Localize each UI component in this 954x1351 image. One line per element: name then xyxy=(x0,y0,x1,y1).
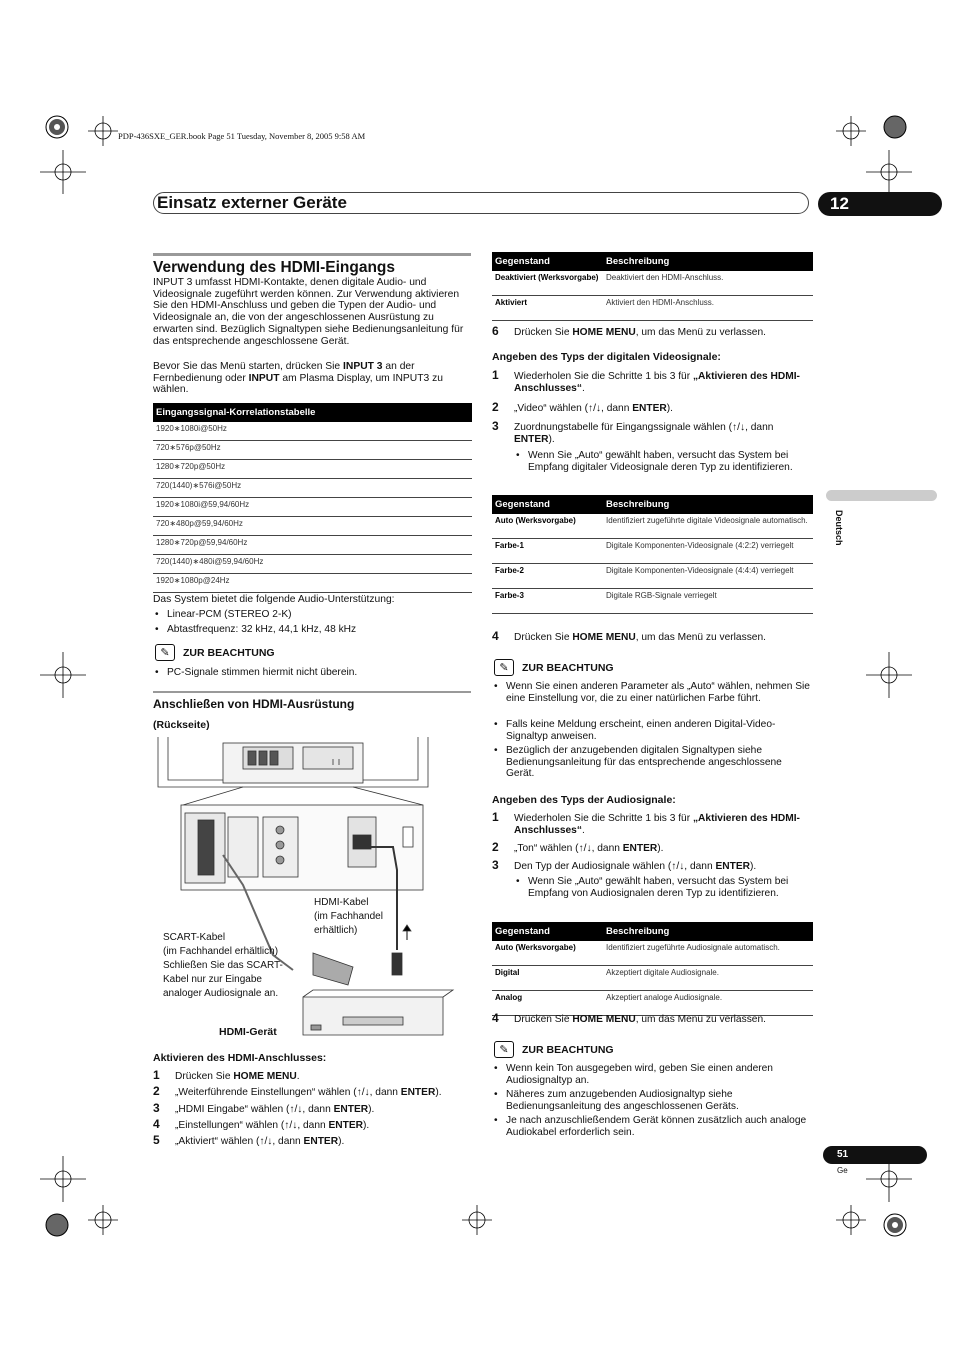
table-row xyxy=(492,271,813,296)
note-label: ZUR BEACHTUNG xyxy=(522,1043,614,1056)
step-text: „Aktiviert“ wählen (↑/↓, dann ENTER). xyxy=(175,1136,345,1147)
item-cell: Auto (Werksvorgabe) xyxy=(492,514,603,539)
crop-mark-icon xyxy=(40,150,86,194)
side-label: Deutsch xyxy=(834,510,844,546)
crop-mark-icon xyxy=(866,150,912,194)
bullet-dot: • xyxy=(494,719,498,730)
table-cell: 1920∗1080p@24Hz xyxy=(153,574,472,593)
crop-mark-icon xyxy=(40,652,86,698)
item-cell: Farbe-1 xyxy=(492,539,603,564)
audio-title: Angeben des Typs der Audiosignale: xyxy=(492,794,676,806)
item-cell: Auto (Werksvorgabe) xyxy=(492,941,603,966)
arrow-keys-icon: ↑/↓ xyxy=(732,422,746,433)
note-heading xyxy=(494,1041,614,1058)
pencil-icon: ✎ xyxy=(155,644,175,661)
section-title: Verwendung des HDMI-Eingangs xyxy=(153,259,395,276)
table-cell: 720∗576p@50Hz xyxy=(153,441,472,460)
step-number: 3 xyxy=(153,1101,160,1115)
table-row xyxy=(492,296,813,321)
table-row xyxy=(492,514,813,539)
pencil-icon: ✎ xyxy=(494,1041,514,1058)
step-number: 4 xyxy=(153,1117,160,1131)
hdmi-enable-table xyxy=(492,252,813,321)
bullet-text: Abtastfrequenz: 32 kHz, 44,1 kHz, 48 kHz xyxy=(167,624,357,635)
rear-label: (Rückseite) xyxy=(153,719,210,731)
color-target-icon xyxy=(884,1214,906,1236)
table-row xyxy=(492,564,813,589)
step-number: 2 xyxy=(492,840,499,854)
intro-paragraph-2: Bevor Sie das Menü starten, drücken Sie INPUT 3 an der Fernbedienung oder INPUT am Plasma Display, um INPUT3 zu wählen. xyxy=(153,361,443,396)
item-cell: Deaktiviert (Werksvorgabe) xyxy=(492,271,603,296)
table-row xyxy=(153,574,472,593)
pencil-icon: ✎ xyxy=(494,659,514,676)
desc-cell: Deaktiviert den HDMI-Anschluss. xyxy=(603,271,813,296)
item-cell: Farbe-3 xyxy=(492,589,603,614)
table-row xyxy=(153,422,472,441)
bullet-text: Linear-PCM (STEREO 2-K) xyxy=(167,609,292,620)
bullet-text: Wenn kein Ton ausgegeben wird, geben Sie einen anderen Audiosignaltyp an. xyxy=(506,1063,773,1086)
table-cell: 720(1440)∗576i@50Hz xyxy=(153,479,472,498)
audio-type-table xyxy=(492,922,813,1016)
bullet-dot: • xyxy=(155,667,159,678)
table-row xyxy=(153,479,472,498)
intro-paragraph: INPUT 3 umfasst HDMI-Kontakte, denen digitale Audio- und Videosignale zugeführt werden können. Zur Verwendung aktivieren Sie den HDMI-Anschluss und geben die Typen der Audio- und Videosignale an, die von der angeschlossenen Ausrüstung zu erwarten sind. Bezüglich Signaltypen siehe Bedienungsanleitung für das entsprechende angeschlossene Gerät. xyxy=(153,277,464,347)
arrow-keys-icon: ↑/↓ xyxy=(289,1104,303,1115)
bullet-dot: • xyxy=(494,1089,498,1100)
step-number: 3 xyxy=(492,419,499,433)
col-item: Gegenstand xyxy=(492,922,603,941)
step-text: Drücken Sie HOME MENU, um das Menü zu verlassen. xyxy=(514,632,766,643)
signal-table-header: Eingangssignal-Korrelationstabelle xyxy=(153,403,472,422)
bullet-dot: • xyxy=(516,876,520,887)
table-row xyxy=(153,536,472,555)
color-target-icon xyxy=(46,1214,68,1236)
step-text: „Weiterführende Einstellungen“ wählen (↑/↓, dann ENTER). xyxy=(175,1087,442,1098)
col-desc: Beschreibung xyxy=(603,495,813,514)
arrow-keys-icon: ↑/↓ xyxy=(588,403,602,414)
crop-mark-icon xyxy=(462,1205,492,1235)
desc-cell: Identifiziert zugeführte Audiosignale automatisch. xyxy=(603,941,813,966)
step-number: 1 xyxy=(153,1068,160,1082)
bullet-dot: • xyxy=(494,681,498,692)
step-text: „Video“ wählen (↑/↓, dann ENTER). xyxy=(514,403,673,414)
step-text: Drücken Sie HOME MENU. xyxy=(175,1071,300,1082)
desc-cell: Identifiziert zugeführte digitale Videosignale automatisch. xyxy=(603,514,813,539)
step-text: „HDMI Eingabe“ wählen (↑/↓, dann ENTER). xyxy=(175,1104,375,1115)
step-number: 2 xyxy=(153,1084,160,1098)
device-label: HDMI-Gerät xyxy=(219,1026,277,1038)
step-text: Wiederholen Sie die Schritte 1 bis 3 für „Aktivieren des HDMI-Anschlusses“. xyxy=(514,371,800,394)
arrow-keys-icon: ↑/↓ xyxy=(578,843,592,854)
crop-mark-icon xyxy=(88,1205,118,1235)
note-label: ZUR BEACHTUNG xyxy=(522,661,614,674)
step-number: 4 xyxy=(492,629,499,643)
activate-title: Aktivieren des HDMI-Anschlusses: xyxy=(153,1052,327,1064)
table-row xyxy=(153,498,472,517)
desc-cell: Digitale Komponenten-Videosignale (4:2:2) verriegelt xyxy=(603,539,813,564)
bullet-dot: • xyxy=(155,624,159,635)
table-cell: 1920∗1080i@59,94/60Hz xyxy=(153,498,472,517)
step-number: 1 xyxy=(492,368,499,382)
arrow-keys-icon: ↑/↓ xyxy=(284,1120,298,1131)
step-text: Drücken Sie HOME MENU, um das Menü zu verlassen. xyxy=(514,1014,766,1025)
hdmi-cable-label: HDMI-Kabel (im Fachhandel erhältlich) xyxy=(314,897,383,936)
bullet-dot: • xyxy=(155,609,159,620)
signal-table xyxy=(153,403,472,593)
table-row xyxy=(153,555,472,574)
item-cell: Digital xyxy=(492,966,603,991)
step-text: Den Typ der Audiosignale wählen (↑/↓, dann ENTER). xyxy=(514,861,757,872)
crop-mark-icon xyxy=(866,652,912,698)
bullet-text: Wenn Sie einen anderen Parameter als „Auto“ wählen, nehmen Sie eine Einstellung vor, die zu einer natürlichen Farbe führt. xyxy=(506,681,810,704)
bullet-dot: • xyxy=(494,1063,498,1074)
col-item: Gegenstand xyxy=(492,252,603,271)
crop-mark-icon xyxy=(88,116,118,146)
item-cell: Analog xyxy=(492,991,603,1016)
table-cell: 1920∗1080i@50Hz xyxy=(153,422,472,441)
step-number: 5 xyxy=(153,1133,160,1147)
crop-mark-icon xyxy=(40,1156,86,1202)
col-item: Gegenstand xyxy=(492,495,603,514)
crop-mark-icon xyxy=(836,116,866,146)
chapter-number: 12 xyxy=(818,192,942,216)
bullet-dot: • xyxy=(494,745,498,756)
table-row xyxy=(153,460,472,479)
scart-cable-label: SCART-Kabel (im Fachhandel erhältlich) Schließen Sie das SCART- Kabel nur zur Eingabe analoger Audiosignale an. xyxy=(163,932,283,999)
step-text: Wiederholen Sie die Schritte 1 bis 3 für „Aktivieren des HDMI-Anschlusses“. xyxy=(514,813,800,836)
section-rule xyxy=(153,691,471,693)
bullet-text: Näheres zum anzugebenden Audiosignaltyp siehe Bedienungsanleitung des angeschlossenen Geräts. xyxy=(506,1089,739,1112)
arrow-keys-icon: ↑/↓ xyxy=(259,1136,273,1147)
arrow-keys-icon: ↑/↓ xyxy=(671,861,685,872)
bullet-text: Je nach anzuschließendem Gerät können zusätzlich auch analoge Audiokabel erforderlich sein. xyxy=(506,1115,807,1138)
table-row xyxy=(492,991,813,1016)
page-lang: Ge xyxy=(837,1166,848,1175)
table-row xyxy=(492,966,813,991)
step-text: „Einstellungen“ wählen (↑/↓, dann ENTER). xyxy=(175,1120,370,1131)
desc-cell: Digitale Komponenten-Videosignale (4:4:4) verriegelt xyxy=(603,564,813,589)
crop-mark-icon xyxy=(836,1205,866,1235)
connect-title: Anschließen von HDMI-Ausrüstung xyxy=(153,697,355,711)
table-cell: 1280∗720p@50Hz xyxy=(153,460,472,479)
table-row xyxy=(153,441,472,460)
table-cell: 1280∗720p@59,94/60Hz xyxy=(153,536,472,555)
note-heading xyxy=(494,659,614,676)
section-rule xyxy=(153,253,471,256)
video-type-table xyxy=(492,495,813,614)
video-title: Angeben des Typs der digitalen Videosignale: xyxy=(492,351,721,363)
color-target-icon xyxy=(884,116,906,138)
bullet-text: Falls keine Meldung erscheint, einen anderen Digital-Video-Signaltyp anweisen. xyxy=(506,719,776,742)
table-row xyxy=(492,941,813,966)
step-text: „Ton“ wählen (↑/↓, dann ENTER). xyxy=(514,843,664,854)
step-text: Zuordnungstabelle für Eingangssignale wählen (↑/↓, dann ENTER). xyxy=(514,422,774,445)
page-number: 51 xyxy=(823,1146,927,1164)
col-desc: Beschreibung xyxy=(603,922,813,941)
table-cell: 720∗480p@59,94/60Hz xyxy=(153,517,472,536)
step-number: 1 xyxy=(492,810,499,824)
bullet-text: Wenn Sie „Auto“ gewählt haben, versucht das System bei Empfang digitaler Videosignale deren Typ zu identifizieren. xyxy=(528,450,793,473)
bullet-text: Wenn Sie „Auto“ gewählt haben, versucht das System bei Empfang von Audiosignalen deren Typ zu identifizieren. xyxy=(528,876,789,899)
item-cell: Aktiviert xyxy=(492,296,603,321)
bullet-text: Bezüglich der anzugebenden digitalen Signaltypen siehe Bedienungsanleitung für das entsprechende angeschlossene Gerät. xyxy=(506,745,782,779)
bullet-text: PC-Signale stimmen hiermit nicht überein. xyxy=(167,667,358,678)
note-label: ZUR BEACHTUNG xyxy=(183,646,275,659)
color-target-icon xyxy=(46,116,68,138)
step-text: Drücken Sie HOME MENU, um das Menü zu verlassen. xyxy=(514,327,766,338)
bullet-dot: • xyxy=(494,1115,498,1126)
note-heading xyxy=(155,644,275,661)
table-cell: 720(1440)∗480i@59,94/60Hz xyxy=(153,555,472,574)
item-cell: Farbe-2 xyxy=(492,564,603,589)
desc-cell: Aktiviert den HDMI-Anschluss. xyxy=(603,296,813,321)
step-number: 2 xyxy=(492,400,499,414)
step-number: 6 xyxy=(492,324,499,338)
desc-cell: Akzeptiert analoge Audiosignale. xyxy=(603,991,813,1016)
audio-intro: Das System bietet die folgende Audio-Unterstützung: xyxy=(153,594,395,605)
step-number: 3 xyxy=(492,858,499,872)
side-tab xyxy=(826,490,937,501)
table-row xyxy=(153,517,472,536)
desc-cell: Digitale RGB-Signale verriegelt xyxy=(603,589,813,614)
step-number: 4 xyxy=(492,1011,499,1025)
bullet-dot: • xyxy=(516,450,520,461)
col-desc: Beschreibung xyxy=(603,252,813,271)
arrow-keys-icon: ↑/↓ xyxy=(356,1087,370,1098)
table-row xyxy=(492,589,813,614)
table-row xyxy=(492,539,813,564)
desc-cell: Akzeptiert digitale Audiosignale. xyxy=(603,966,813,991)
book-line: PDP-436SXE_GER.book Page 51 Tuesday, November 8, 2005 9:58 AM xyxy=(118,131,366,141)
chapter-title: Einsatz externer Geräte xyxy=(157,193,347,212)
